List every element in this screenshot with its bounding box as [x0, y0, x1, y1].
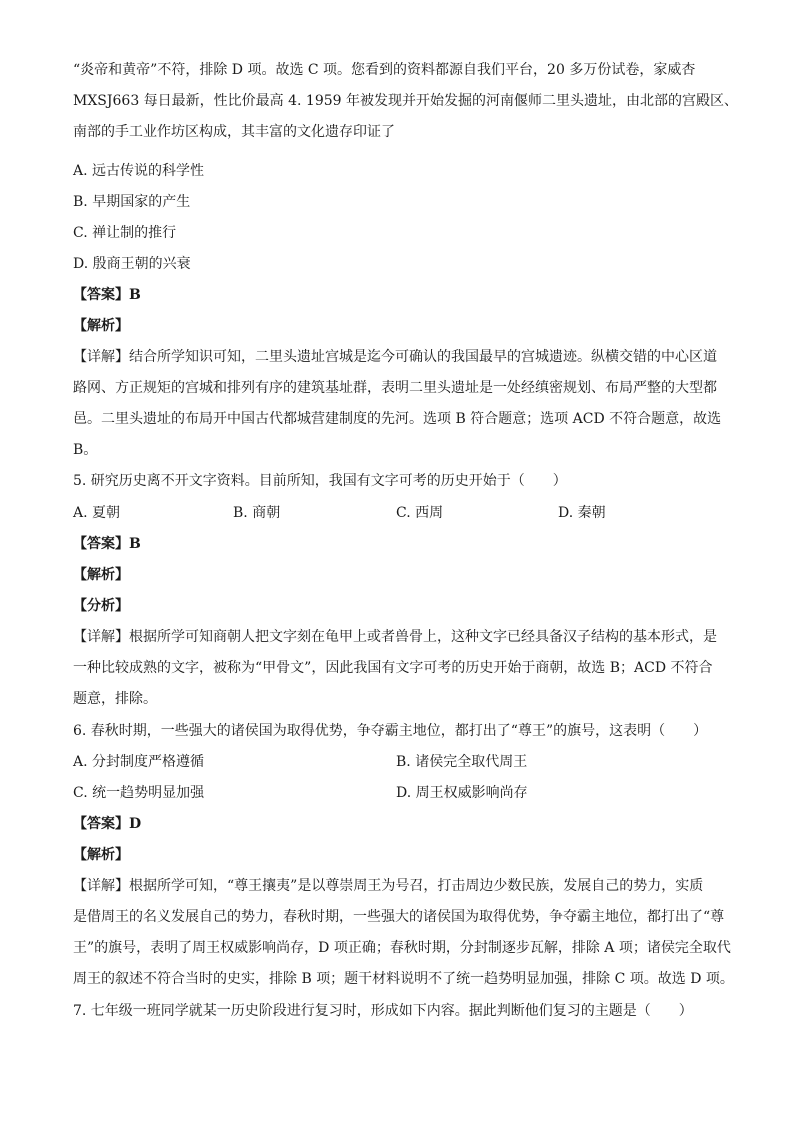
q6-question: 6. 春秋时期，一些强大的诸侯国为取得优势，争夺霸主地位，都打出了“尊王”的旗号，这表明（ ） [73, 723, 708, 739]
q5-question: 5. 研究历史离不开文字资料。目前所知，我国有文字可考的历史开始于（ ） [73, 473, 567, 489]
q5-detail-line-3: 题意，排除。 [73, 691, 157, 707]
q7-question: 7. 七年级一班同学就某一历史阶段进行复习时，形成如下内容。据此判断他们复习的主题是（ ） [73, 1003, 693, 1019]
q4-detail-line-3: 邑。二里头遗址的布局开中国古代都城营建制度的先河。选项 B 符合题意；选项 ACD 不符合题意，故选 [73, 411, 722, 427]
q4-detail-line-1: 【详解】结合所学知识可知，二里头遗址宫城是迄今可确认的我国最早的宫城遗迹。纵横交错的中心区道 [73, 349, 717, 365]
q5-fenxi-label: 【分析】 [73, 598, 129, 614]
q4-analysis-label: 【解析】 [73, 318, 129, 334]
q6-option-a: A. 分封制度严格遵循 [73, 754, 205, 770]
q6-analysis-label: 【解析】 [73, 847, 129, 863]
q5-detail-line-1: 【详解】根据所学可知商朝人把文字刻在龟甲上或者兽骨上，这种文字已经具备汉子结构的基本形式，是 [73, 629, 717, 645]
q4-detail-line-2: 路网、方正规矩的宫城和排列有序的建筑基址群，表明二里头遗址是一处经缜密规划、布局严整的大型都 [73, 380, 717, 396]
q6-detail-line-3: 王”的旗号，表明了周王权威影响尚存，D 项正确；春秋时期，分封制逐步瓦解，排除 A 项；诸侯完全取代 [73, 940, 731, 956]
q6-option-d: D. 周王权威影响尚存 [396, 785, 528, 801]
q5-option-b: B. 商朝 [233, 505, 281, 521]
q6-detail-line-2: 是借周王的名义发展自己的势力，春秋时期，一些强大的诸侯国为取得优势，争夺霸主地位，都打出了“尊 [73, 909, 725, 925]
q4-option-b: B. 早期国家的产生 [73, 194, 191, 210]
q4-text-line-2: MXSJ663 每日最新，性比价最高 4. 1959 年被发现并开始发掘的河南偃师二里头遗址，由北部的宫殿区、 [73, 93, 739, 109]
q6-option-b: B. 诸侯完全取代周王 [396, 754, 528, 770]
q4-text-line-3: 南部的手工业作坊区构成，其丰富的文化遗存印证了 [73, 124, 395, 140]
q6-answer: 【答案】D [73, 816, 142, 832]
q6-detail-line-4: 周王的叙述不符合当时的史实，排除 B 项；题干材料说明不了统一趋势明显加强，排除 C 项。故选 D 项。 [73, 971, 734, 987]
q6-detail-line-1: 【详解】根据所学可知，“尊王攘夷”是以尊崇周王为号召，打击周边少数民族，发展自己的势力，实质 [73, 878, 704, 894]
q4-option-c: C. 禅让制的推行 [73, 225, 177, 241]
q5-option-c: C. 西周 [396, 505, 444, 521]
q4-text-line-1: “炎帝和黄帝”不符，排除 D 项。故选 C 项。您看到的资料都源自我们平台，20 多万份试卷，家威杏 [73, 62, 696, 78]
q5-detail-line-2: 一种比较成熟的文字，被称为“甲骨文”，因此我国有文字可考的历史开始于商朝，故选 B；ACD 不符合 [73, 660, 713, 676]
q5-answer: 【答案】B [73, 536, 141, 552]
q4-option-a: A. 远古传说的科学性 [73, 163, 205, 179]
q5-option-d: D. 秦朝 [558, 505, 606, 521]
q5-analysis-label: 【解析】 [73, 567, 129, 583]
q4-detail-line-4: B。 [73, 442, 98, 458]
q4-option-d: D. 殷商王朝的兴衰 [73, 256, 191, 272]
q5-option-a: A. 夏朝 [73, 505, 121, 521]
q4-answer: 【答案】B [73, 287, 141, 303]
q6-option-c: C. 统一趋势明显加强 [73, 785, 205, 801]
